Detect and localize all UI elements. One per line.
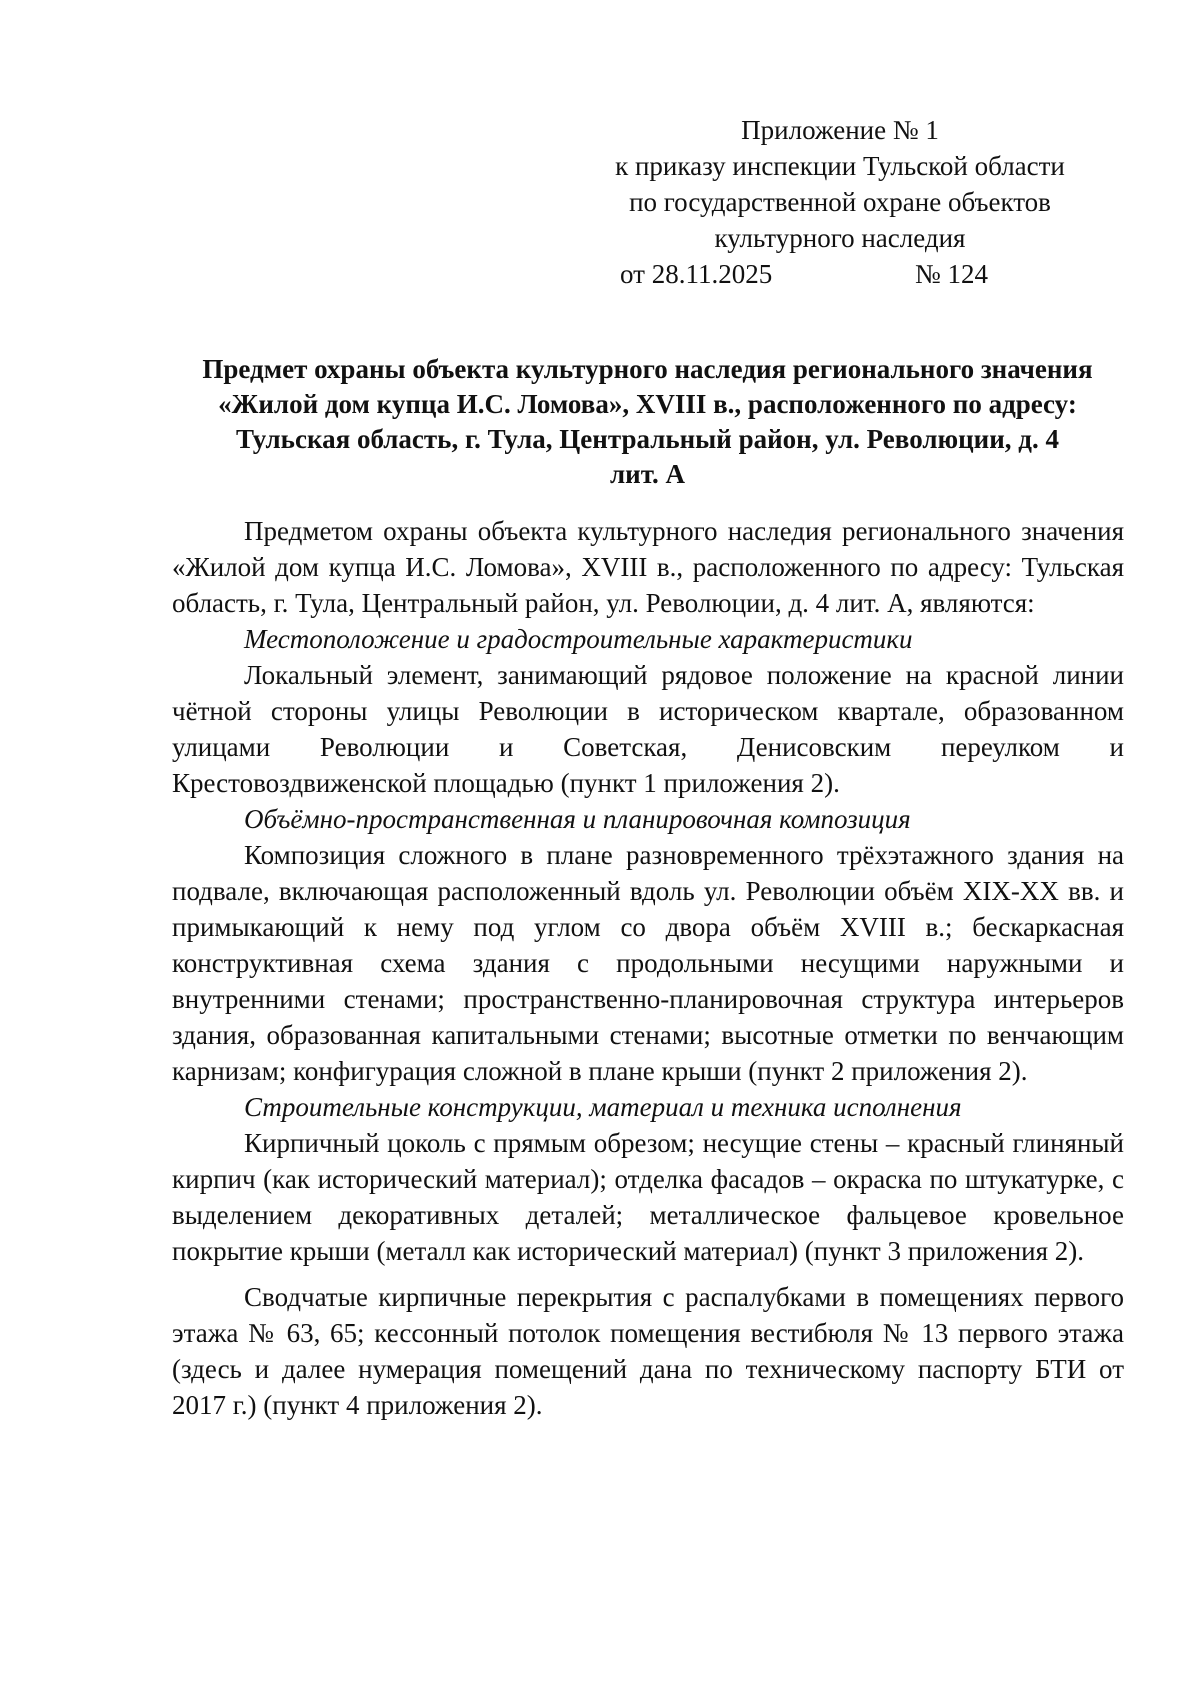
appendix-header [560,112,1120,292]
order-date: от 28.11.2025 [620,259,773,289]
title-line-2: «Жилой дом купца И.С. Ломова», XVIII в., расположенного по адресу: [218,389,1077,419]
appendix-authority-cont: культурного наследия [714,223,966,253]
section-heading-construction: Строительные конструкции, материал и техника исполнения [244,1092,962,1122]
appendix-date-row [560,256,1120,292]
title-line-1: Предмет охраны объекта культурного наследия регионального значения [202,354,1093,384]
document-body [172,513,1124,1423]
appendix-authority: по государственной охране объектов [629,187,1051,217]
title-line-3: Тульская область, г. Тула, Центральный район, ул. Революции, д. 4 [236,424,1059,454]
appendix-number: Приложение № 1 [741,115,939,145]
section-text-location: Локальный элемент, занимающий рядовое положение на красной линии чётной стороны улицы Революции в историческом квартале, образованном улицами Революции и Советская, Денисовским переулком и Крестовоздвиженской площадью (пункт 1 приложения 2). [172,660,1124,798]
section-heading-composition: Объёмно-пространственная и планировочная композиция [244,804,911,834]
title-line-4: лит. А [610,459,685,489]
section-text-construction-2: Сводчатые кирпичные перекрытия с распалубками в помещениях первого этажа № 63, 65; кессонный потолок помещения вестибюля № 13 первого этажа (здесь и далее нумерация помещений дана по техническому паспорту БТИ от 2017 г.) (пункт 4 приложения 2). [172,1282,1124,1420]
section-text-construction-1: Кирпичный цоколь с прямым обрезом; несущие стены – красный глиняный кирпич (как исторический материал); отделка фасадов – окраска по штукатурке, с выделением декоративных деталей; металлическое фальцевое кровельное покрытие крыши (металл как исторический материал) (пункт 3 приложения 2). [172,1128,1124,1266]
intro-paragraph: Предметом охраны объекта культурного наследия регионального значения «Жилой дом купца И.С. Ломова», XVIII в., расположенного по адресу: Тульская область, г. Тула, Центральный район, ул. Революции, д. 4 лит. А, являются: [172,516,1124,618]
appendix-order-ref: к приказу инспекции Тульской области [615,151,1065,181]
section-heading-location: Местоположение и градостроительные характеристики [244,624,913,654]
section-text-composition: Композиция сложного в плане разновременного трёхэтажного здания на подвале, включающая расположенный вдоль ул. Революции объём XIX-XX вв. и примыкающий к нему под углом со двора объём XVIII в.; бескаркасная конструктивная схема здания с продольными несущими наружными и внутренними стенами; пространственно-планировочная структура интерьеров здания, образованная капитальными стенами; высотные отметки по венчающим карнизам; конфигурация сложной в плане крыши (пункт 2 приложения 2). [172,840,1124,1086]
document-title [170,352,1125,492]
order-number: № 124 [915,259,989,289]
